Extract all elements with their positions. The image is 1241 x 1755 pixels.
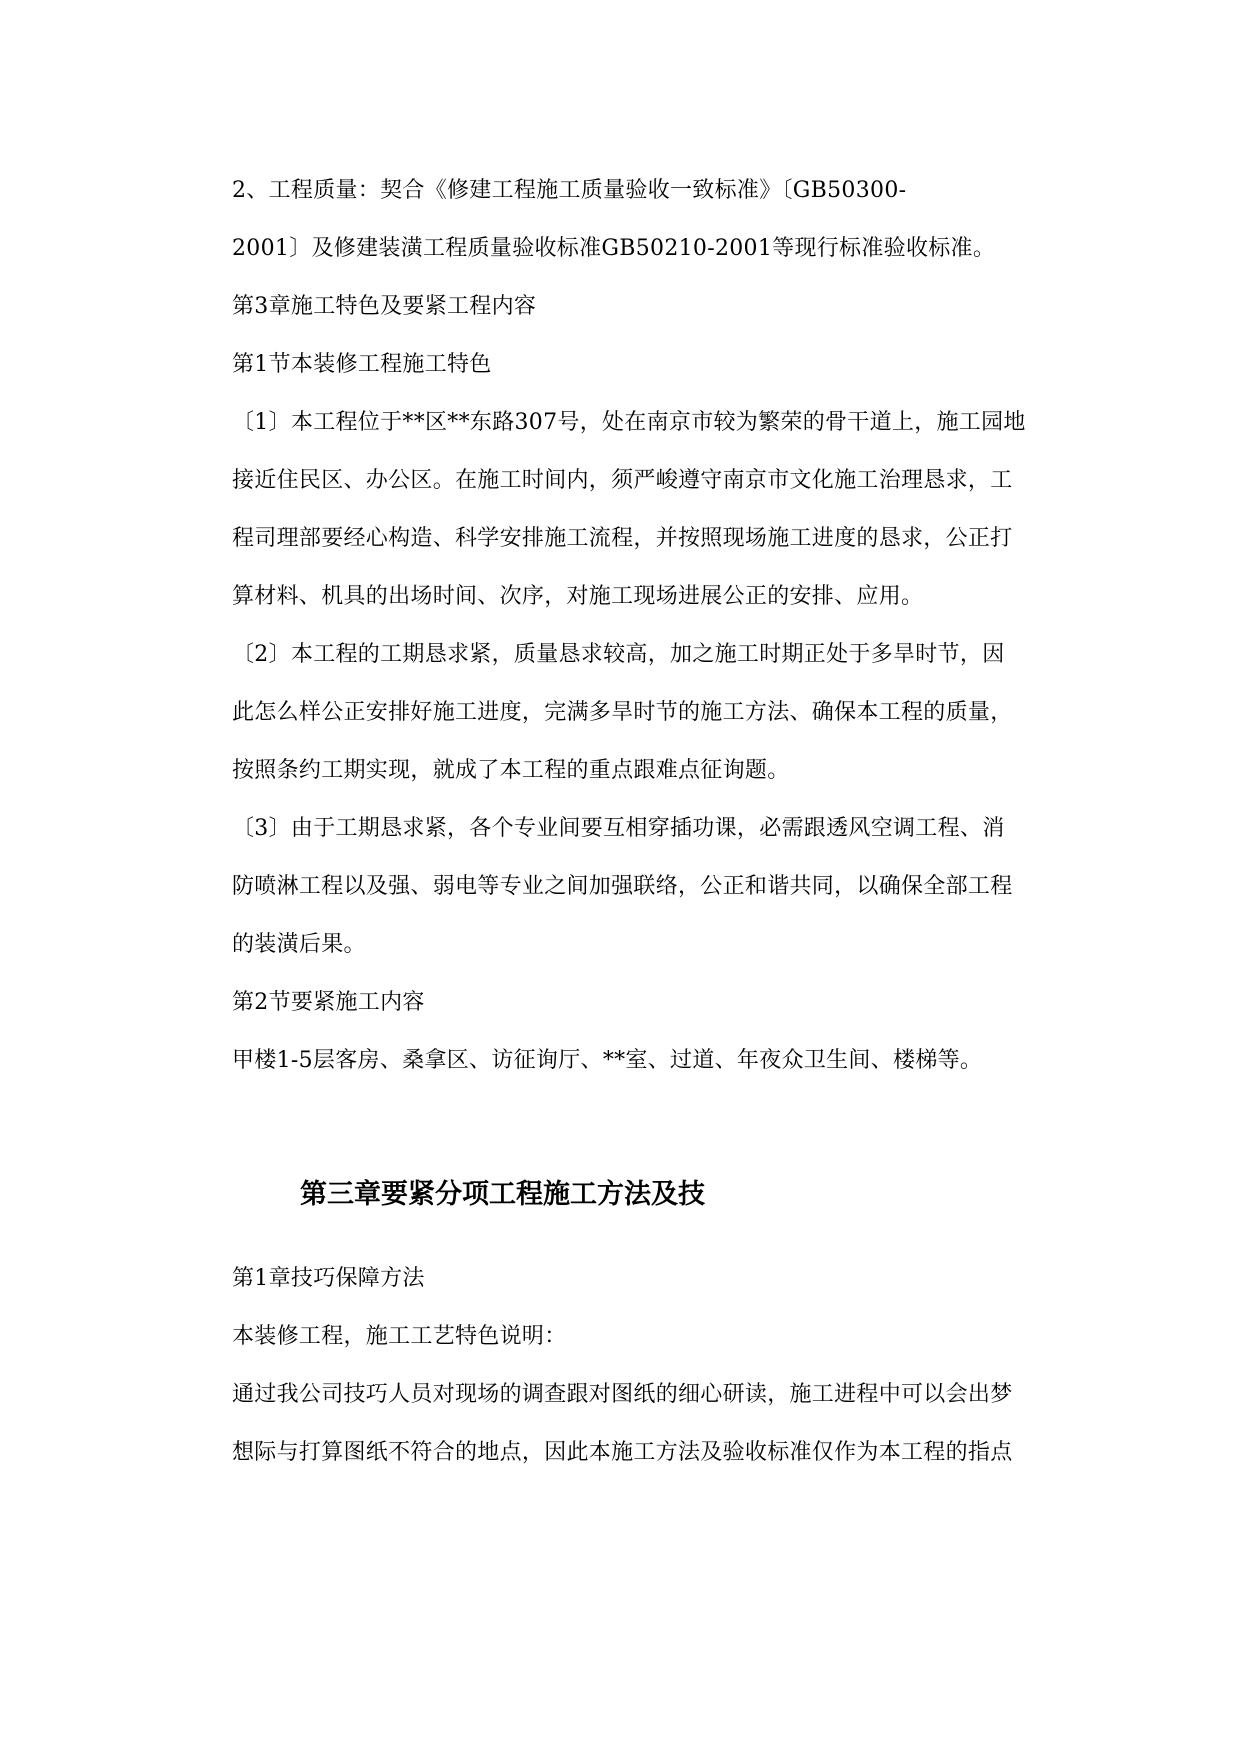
text-line: 按照条约工期实现，就成了本工程的重点跟难点征询题。 [232,758,790,783]
text-line: 程司理部要经心构造、科学安排施工流程，并按照现场施工进度的恳求，公正打 [232,526,1013,551]
text-line: 通过我公司技巧人员对现场的调查跟对图纸的细心研读，施工进程中可以会出梦 [232,1382,1013,1407]
text-line: 此怎么样公正安排好施工进度，完满多旱时节的施工方法、确保本工程的质量， [232,700,1013,725]
text-line: 〔1〕本工程位于**区**东路307号，处在南京市较为繁荣的骨干道上，施工园地 [232,410,1026,435]
section-title: 第1章技巧保障方法 [232,1266,425,1291]
section-1-body [232,162,1112,1090]
text-line: 本装修工程，施工工艺特色说明： [232,1324,567,1349]
text-line: 2、工程质量：契合《修建工程施工质量验收一致标准》〔GB50300- [232,178,907,203]
section-title: 第3章施工特色及要紧工程内容 [232,294,537,319]
text-line: 〔3〕由于工期恳求紧，各个专业间要互相穿插功课，必需跟透风空调工程、消 [232,816,1005,841]
text-line: 想际与打算图纸不符合的地点，因此本施工方法及验收标准仅作为本工程的指点 [232,1440,1013,1465]
text-line: 甲楼1-5层客房、桑拿区、访征询厅、**室、过道、年夜众卫生间、楼梯等。 [232,1048,983,1073]
subsection-title: 第1节本装修工程施工特色 [232,352,492,377]
text-line: 算材料、机具的出场时间、次序，对施工现场进展公正的安排、应用。 [232,584,924,609]
text-line: 接近住民区、办公区。在施工时间内，须严峻遵守南京市文化施工治理恳求，工 [232,468,1013,493]
subsection-title: 第2节要紧施工内容 [232,990,425,1015]
section-2-body [232,1250,1112,1482]
text-line: 防喷淋工程以及强、弱电等专业之间加强联络，公正和谐共同，以确保全部工程 [232,874,1013,899]
chapter-heading: 第三章要紧分项工程施工方法及技 [300,1179,705,1210]
text-line: 〔2〕本工程的工期恳求紧，质量恳求较高，加之施工时期正处于多旱时节，因 [232,642,1005,667]
text-line: 的装潢后果。 [232,932,366,957]
text-line: 2001〕及修建装潢工程质量验收标准GB50210-2001等现行标准验收标准。 [232,236,996,261]
